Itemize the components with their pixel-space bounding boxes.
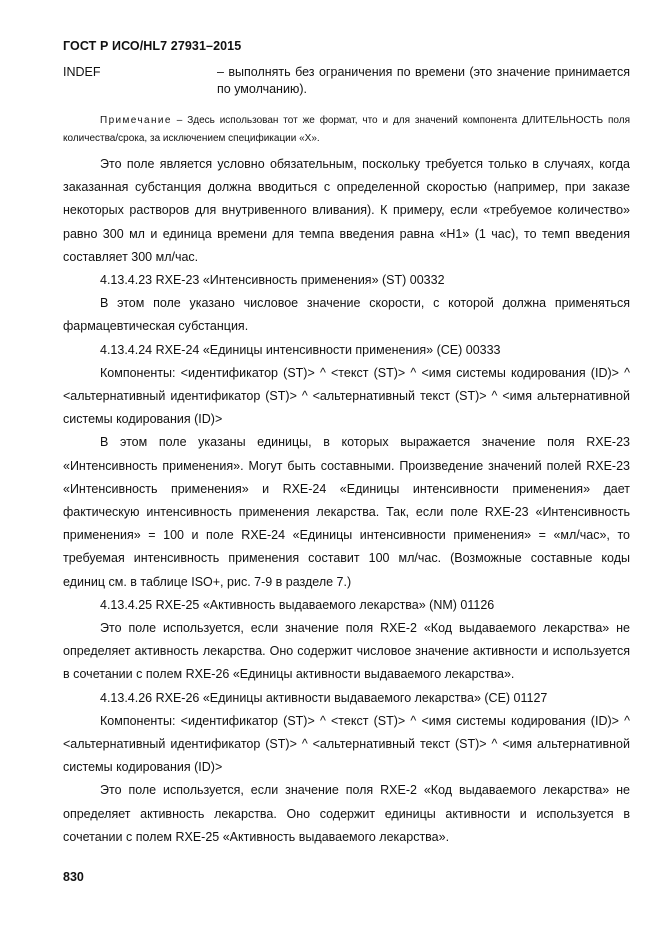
note-label: Примечание — [100, 115, 172, 126]
note-text: – Здесь использован тот же формат, что и для значений компонента ДЛИТЕЛЬНОСТЬ поля количества/срока, за исключением спецификации «X». — [63, 115, 630, 144]
document-header: ГОСТ Р ИСО/HL7 27931–2015 — [63, 39, 242, 53]
definition-text: – выполнять без ограничения по времени (это значение принимается по умолчанию). — [217, 65, 630, 96]
paragraph: Это поле используется, если значение поля RXE-2 «Код выдаваемого лекарства» не определяет активность лекарства. Оно содержит единицы активности и используется в сочетании с полем RXE-25 «Активность выдаваемого лекарства». — [63, 783, 630, 844]
section-heading: 4.13.4.23 RXE-23 «Интенсивность применения» (ST) 00332 — [100, 273, 445, 288]
section-heading: 4.13.4.24 RXE-24 «Единицы интенсивности применения» (CE) 00333 — [100, 342, 501, 357]
paragraph: В этом поле указаны единицы, в которых выражается значение поля RXE-23 «Интенсивность применения». Могут быть составными. Произведение значений полей RXE-23 «Интенсивность применения» и RXE-24 «Единицы интенсивности применения» дает фактическую интенсивность применения лекарства. Так, если поле RXE-23 «Интенсивность применения» = 100 и поле RXE-24 «Единицы интенсивности применения» = «мл/час», то требуемая интенсивность применения составит 100 мл/час. (Возможные составные коды единиц см. в таблице ISO+, рис. 7-9 в разделе 7.) — [63, 435, 630, 589]
paragraph: Компоненты: <идентификатор (ST)> ^ <текст (ST)> ^ <имя системы кодирования (ID)> ^ <альтернативный идентификатор (ST)> ^ <альтернативный текст (ST)> ^ <имя альтернативной системы кодирования (ID)> — [63, 713, 630, 775]
body-text — [63, 153, 630, 849]
definition-term: INDEF — [63, 65, 101, 79]
paragraph: Это поле является условно обязательным, поскольку требуется только в случаях, когда заказанная субстанция должна вводиться с определенной скоростью (например, при заказе некоторых растворов для внутривенного вливания). К примеру, если «требуемое количество» равно 300 мл и единица времени для темпа введения равна «Н1» (1 час), то темп введения составляет 300 мл/час. — [63, 157, 630, 264]
paragraph: Компоненты: <идентификатор (ST)> ^ <текст (ST)> ^ <имя системы кодирования (ID)> ^ <альтернативный идентификатор (ST)> ^ <альтернативный текст (ST)> ^ <имя альтернативной системы кодирования (ID)> — [63, 365, 630, 427]
page-number: 830 — [63, 870, 84, 884]
paragraph: В этом поле указано числовое значение скорости, с которой должна применяться фармацевтическая субстанция. — [63, 296, 630, 334]
section-heading: 4.13.4.25 RXE-25 «Активность выдаваемого лекарства» (NM) 01126 — [100, 597, 495, 612]
note-block — [63, 112, 630, 148]
section-heading: 4.13.4.26 RXE-26 «Единицы активности выдаваемого лекарства» (CE) 01127 — [100, 690, 548, 705]
paragraph: Это поле используется, если значение поля RXE-2 «Код выдаваемого лекарства» не определяет активность лекарства. Оно содержит числовое значение активности и используется в сочетании с полем RXE-26 «Единицы активности выдаваемого лекарства». — [63, 621, 630, 682]
